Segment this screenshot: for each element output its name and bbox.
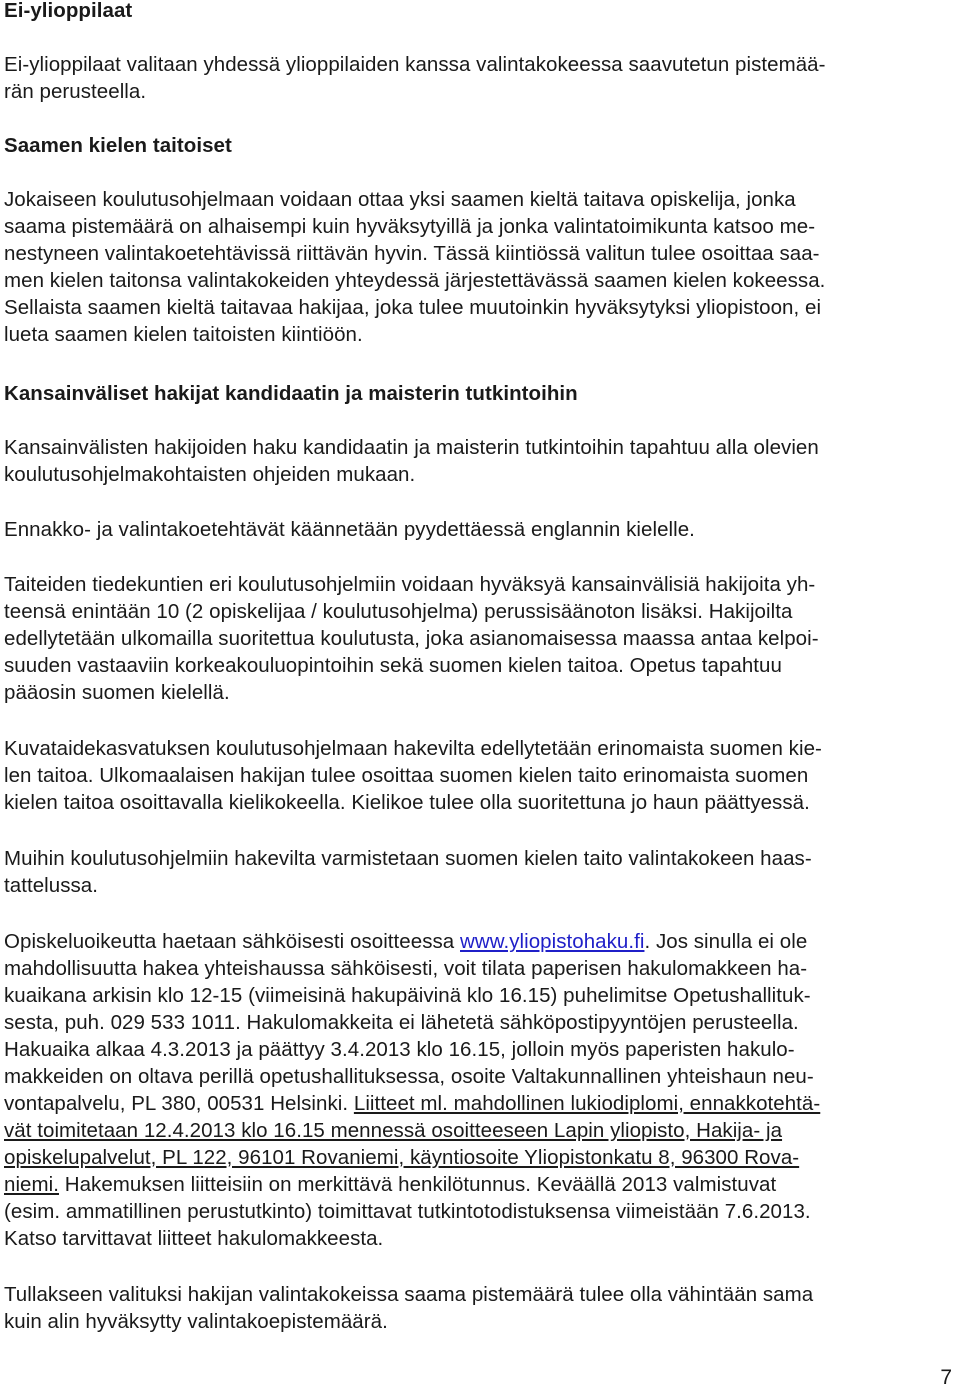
paragraph-line: sesta, puh. 029 533 1011. Hakulomakkeita ei lähetetä sähköpostipyyntöjen perusteella.: [4, 1011, 799, 1034]
underlined-paragraph-line: opiskelupalvelut, PL 122, 96101 Rovaniemi, käyntiosoite Yliopistonkatu 8, 96300 Rova-: [4, 1146, 800, 1169]
paragraph-line: lueta saamen kielen taitoisten kiintiöön.: [4, 323, 363, 346]
paragraph-line: [4, 928, 807, 955]
paragraph-line: [4, 1090, 820, 1117]
underlined-text: Liitteet ml. mahdollinen lukiodiplomi, ennakkotehtä-: [353, 1092, 821, 1115]
text-span: Opiskeluoikeutta haetaan sähköisesti osoitteessa: [4, 930, 461, 953]
heading-saamen-kielen-taitoiset: Saamen kielen taitoiset: [4, 134, 232, 157]
text-span: Hakemuksen liitteisiin on merkittävä henkilötunnus. Keväällä 2013 valmistuvat: [58, 1173, 777, 1196]
paragraph-line: pääosin suomen kielellä.: [4, 681, 230, 704]
paragraph-line: tattelussa.: [4, 874, 98, 897]
paragraph-line: Jokaiseen koulutusohjelmaan voidaan ottaa yksi saamen kieltä taitava opiskelija, jonka: [4, 188, 796, 211]
heading-kansainvaliset-hakijat: Kansainväliset hakijat kandidaatin ja maisterin tutkintoihin: [4, 382, 578, 405]
yliopistohaku-link[interactable]: www.yliopistohaku.fi: [460, 930, 645, 953]
paragraph-line: mahdollisuutta hakea yhteishaussa sähköisesti, voit tilata paperisen hakulomakkeen ha-: [4, 957, 808, 980]
paragraph-line: koulutusohjelmakohtaisten ohjeiden mukaan.: [4, 463, 416, 486]
paragraph-line: (esim. ammatillinen perustutkinto) toimittavat tutkintotodistuksensa viimeistään 7.6.2013.: [4, 1200, 811, 1223]
paragraph-line: rän perusteella.: [4, 80, 147, 103]
paragraph-line: teensä enintään 10 (2 opiskelijaa / koulutusohjelma) perussisäänoton lisäksi. Hakijoilta: [4, 600, 793, 623]
underlined-paragraph-line: vät toimitetaan 12.4.2013 klo 16.15 mennessä osoitteeseen Lapin yliopisto, Hakija- ja: [4, 1119, 783, 1142]
page-number: 7: [940, 1366, 952, 1389]
heading-ei-ylioppilaat: Ei-ylioppilaat: [4, 0, 133, 22]
paragraph-line: edellytetään ulkomailla suoritettua koulutusta, joka asianomaisessa maassa antaa kelpoi-: [4, 627, 819, 650]
text-span: . Jos sinulla ei ole: [644, 930, 808, 953]
paragraph-line: Katso tarvittavat liitteet hakulomakkeesta.: [4, 1227, 384, 1250]
paragraph-line: Ei-ylioppilaat valitaan yhdessä ylioppilaiden kanssa valintakokeessa saavutetun pistemää-: [4, 53, 826, 76]
text-span: vontapalvelu, PL 380, 00531 Helsinki.: [4, 1092, 354, 1115]
paragraph-line: kielen taitoa osoittavalla kielikokeella. Kielikoe tulee olla suoritettuna jo haun päättyessä.: [4, 791, 810, 814]
paragraph-line: Ennakko- ja valintakoetehtävät käännetään pyydettäessä englannin kielelle.: [4, 518, 695, 541]
paragraph-line: Kansainvälisten hakijoiden haku kandidaatin ja maisterin tutkintoihin tapahtuu alla olevien: [4, 436, 819, 459]
paragraph-line: Sellaista saamen kieltä taitavaa hakijaa, joka tulee muutoinkin hyväksytyksi yliopistoon, ei: [4, 296, 822, 319]
paragraph-line: Tullakseen valituksi hakijan valintakokeissa saama pistemäärä tulee olla vähintään sama: [4, 1283, 814, 1306]
paragraph-line: kuaikana arkisin klo 12-15 (viimeisinä hakupäivinä klo 16.15) puhelimitse Opetushallituk-: [4, 984, 811, 1007]
paragraph-line: makkeiden on oltava perillä opetushallituksessa, osoite Valtakunnallinen yhteishaun neu-: [4, 1065, 814, 1088]
paragraph-line: kuin alin hyväksytty valintakoepistemäärä.: [4, 1310, 388, 1333]
paragraph-line: Muihin koulutusohjelmiin hakevilta varmistetaan suomen kielen taito valintakokeen haas-: [4, 847, 812, 870]
underlined-text: niemi.: [4, 1173, 59, 1196]
paragraph-line: Kuvataidekasvatuksen koulutusohjelmaan hakevilta edellytetään erinomaista suomen kie-: [4, 737, 822, 760]
paragraph-line: saama pistemäärä on alhaisempi kuin hyväksytyillä ja jonka valintatoimikunta katsoo me-: [4, 215, 816, 238]
paragraph-line: len taitoa. Ulkomaalaisen hakijan tulee osoittaa suomen kielen taito erinomaista suomen: [4, 764, 809, 787]
paragraph-line: men kielen taitonsa valintakokeiden yhteydessä järjestettävässä saamen kielen kokeessa.: [4, 269, 826, 292]
paragraph-line: [4, 1171, 776, 1198]
paragraph-line: nestyneen valintakoetehtävissä riittävän hyvin. Tässä kiintiössä valitun tulee osoittaa saa-: [4, 242, 820, 265]
paragraph-line: Hakuaika alkaa 4.3.2013 ja päättyy 3.4.2013 klo 16.15, jolloin myös paperisten hakulo-: [4, 1038, 795, 1061]
paragraph-line: suuden vastaaviin korkeakouluopintoihin sekä suomen kielen taitoa. Opetus tapahtuu: [4, 654, 782, 677]
paragraph-line: Taiteiden tiedekuntien eri koulutusohjelmiin voidaan hyväksyä kansainvälisiä hakijoita yh-: [4, 573, 816, 596]
